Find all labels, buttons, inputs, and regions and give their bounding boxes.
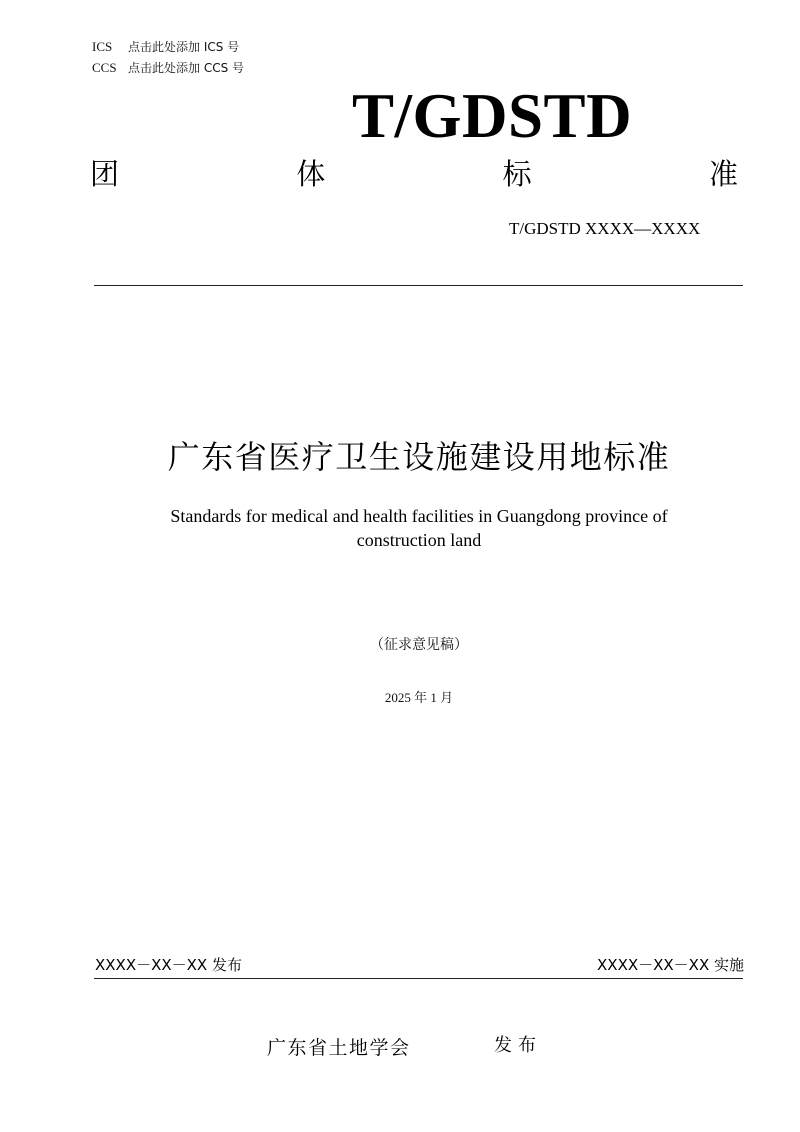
ics-number-placeholder[interactable]: 点击此处添加 ICS 号 (128, 40, 240, 54)
ccs-number-placeholder[interactable]: 点击此处添加 CCS 号 (128, 61, 245, 75)
implementation-date: XXXX－XX－XX 实施 (597, 956, 744, 974)
document-title-english: Standards for medical and health facilities in Guangdong province of construction land (170, 506, 668, 550)
release-date: XXXX－XX－XX 发布 (95, 956, 242, 974)
publish-label: 发布 (494, 1035, 542, 1056)
publisher-name: 广东省土地学会 (267, 1037, 411, 1059)
draft-status-label: （征求意见稿） (370, 638, 468, 653)
standard-brand-heading: T/GDSTD (352, 81, 633, 151)
standard-type-char: 体 (296, 157, 326, 191)
standard-type-char: 团 (90, 157, 120, 191)
ccs-classification (92, 61, 244, 75)
standard-type-char: 标 (502, 157, 532, 191)
header-divider (94, 285, 743, 286)
ccs-code-label: CCS (92, 60, 117, 75)
standard-type-char: 准 (708, 157, 738, 191)
standard-type-heading (90, 155, 738, 193)
ics-code-label: ICS (92, 39, 113, 54)
ics-classification (92, 40, 239, 54)
footer-divider (94, 978, 743, 979)
standard-number: T/GDSTD XXXX—XXXX (509, 219, 701, 238)
document-title-chinese: 广东省医疗卫生设施建设用地标准 (167, 438, 671, 476)
draft-date: 2025 年 1 月 (384, 690, 454, 705)
